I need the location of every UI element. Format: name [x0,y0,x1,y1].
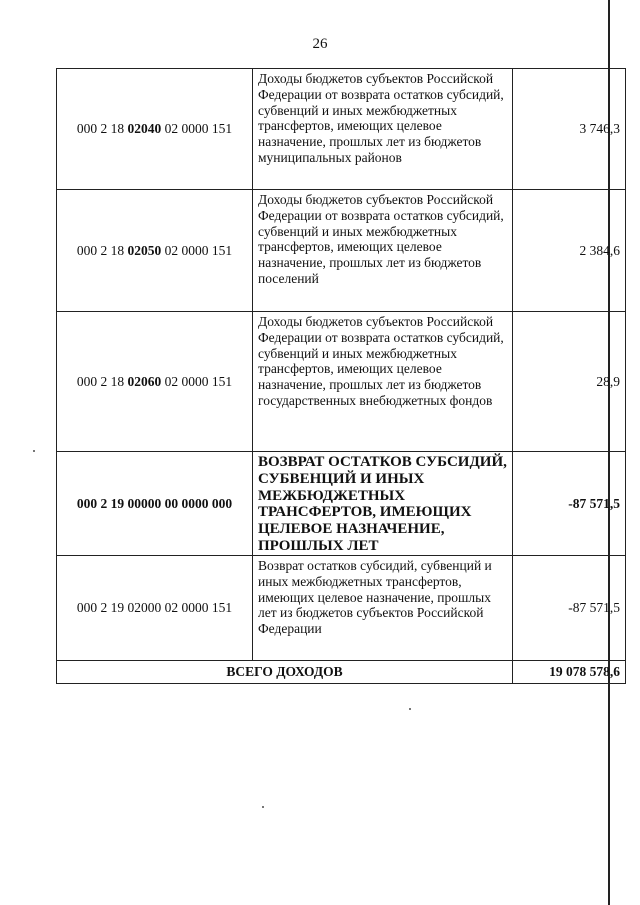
amount-cell: 28,9 [513,312,626,452]
revenue-table [56,68,626,684]
description-cell: Доходы бюджетов субъектов Российской Федерации от возврата остатков субсидий, субвенций и иных межбюджетных трансфертов, имеющих целевое назначение, прошлых лет из бюджетов государственных внебюджетных фондов [253,312,513,452]
code-suffix: 02 0000 151 [161,373,233,389]
amount-cell: -87 571,5 [513,452,626,556]
scan-speck [33,450,35,452]
budget-code-cell [57,190,253,312]
code-highlight: 02050 [127,242,162,258]
code-suffix: 02 0000 151 [161,242,233,258]
code-suffix: 02 0000 151 [161,121,233,137]
budget-code-cell: 000 2 19 00000 00 0000 000 [57,452,253,556]
description-cell: Доходы бюджетов субъектов Российской Федерации от возврата остатков субсидий, субвенций и иных межбюджетных трансфертов, имеющих целевое назначение, прошлых лет из бюджетов муниципальных районов [253,69,513,190]
scan-speck [409,708,411,710]
code-highlight: 02060 [127,373,162,389]
amount-cell: 2 384,6 [513,190,626,312]
total-row [57,661,626,684]
description-cell: Возврат остатков субсидий, субвенций и иных межбюджетных трансфертов, имеющих целевое назначение, прошлых лет из бюджетов субъектов Российской Федерации [253,556,513,661]
scan-speck [262,806,264,808]
table-row [57,556,626,661]
description-cell: ВОЗВРАТ ОСТАТКОВ СУБСИДИЙ, СУБВЕНЦИЙ И ИНЫХ МЕЖБЮДЖЕТНЫХ ТРАНСФЕРТОВ, ИМЕЮЩИХ ЦЕЛЕВОЕ НАЗНАЧЕНИЕ, ПРОШЛЫХ ЛЕТ [253,452,513,556]
budget-code-cell [57,69,253,190]
budget-code-cell: 000 2 19 02000 02 0000 151 [57,556,253,661]
table-row-section-header [57,452,626,556]
amount-cell: -87 571,5 [513,556,626,661]
table-row [57,190,626,312]
code-prefix: 000 2 18 [76,242,128,258]
amount-cell: 3 746,3 [513,69,626,190]
code-highlight: 02040 [127,121,162,137]
total-label: ВСЕГО ДОХОДОВ [57,661,513,684]
budget-code-cell [57,312,253,452]
table-row [57,312,626,452]
total-amount: 19 078 578,6 [513,661,626,684]
description-cell: Доходы бюджетов субъектов Российской Федерации от возврата остатков субсидий, субвенций и иных межбюджетных трансфертов, имеющих целевое назначение, прошлых лет из бюджетов поселений [253,190,513,312]
code-prefix: 000 2 18 [76,373,128,389]
table-row [57,69,626,190]
code-prefix: 000 2 18 [76,121,128,137]
page-number: 26 [312,36,328,52]
